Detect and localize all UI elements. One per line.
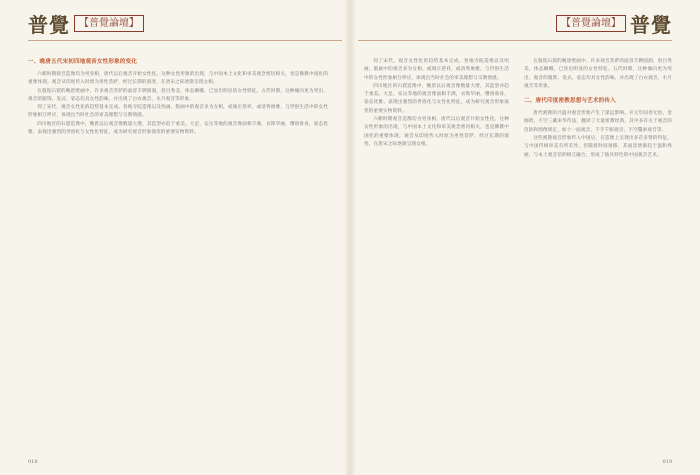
right-header [552,8,672,38]
right-column-2 [524,58,672,451]
column-tag: 【普覺論壇】 [556,15,626,32]
column-tag: 【普覺論壇】 [74,15,144,32]
page-number: 019 [662,459,672,465]
paragraph: 四川地区的石窟造像中，晚唐以后观音像数量大增，其造型亦趋于柔美。大足、安岳等地的观音像面相丰满，衣饰华丽，璎珞垂身，姿态优雅，表现出强烈的世俗化与女性化特征，成为研究观音形象演变的重要实物资料。 [28,121,328,136]
left-header [28,8,148,38]
right-page [352,0,700,475]
paragraph: 到了宋代，观音女性化的趋势基本完成。各地寺院造像以及绢画、版画中的观音多为女相，或端庄慈祥，或清秀俊雅，与世俗生活中的女性形象相互呼应，体现出当时社会的审美理想与宗教情感。 [364,59,509,81]
paragraph: 四川地区的石窟造像中，晚唐以后观音像数量大增，其造型亦趋于柔美。大足、安岳等地的观音像面相丰满，衣饰华丽，璎珞垂身，姿态优雅，表现出强烈的世俗化与女性化特征，成为研究观音形象演变的重要实物资料。 [364,83,509,114]
right-column-1 [364,58,509,451]
header-rule [358,40,672,41]
header-rule [28,40,342,41]
paragraph: 在敦煌石窟的晚唐壁画中，许多观音菩萨的面容丰腴圆润，眉目秀美，体态婀娜，已显出明显的女性特征。五代时期，这种倾向更为突出，观音的服饰、发式、姿态均具女性韵味，并出现了白衣观音、水月观音等形象。 [524,59,672,89]
section-title: 二、唐代印度密教思想与艺术的传入 [524,98,616,105]
left-page [0,0,348,475]
paragraph: 六朝时期观音造像均为男身相，唐代以后观音开始女性化。这种女性形象的出现，与中国本土文化和审美观念密切相关，也是佛教中国化的重要体现。观音从印度传入时原为男性菩萨，经过长期的演变，在唐宋之际逐渐呈现女相。 [28,72,328,86]
journal-logo: 普覺 [630,12,672,37]
paragraph: 这些密教观音形象传入中国后，在造像上呈现出多首多臂的特征，与中国传统审美有所差异，但随着时间推移，其面容逐渐趋于温和秀丽，与本土观音信仰相互融合，形成了独具特色的中国观音艺术。 [524,136,672,158]
paragraph: 唐代密教的兴盛对观音形象产生了深远影响。开元年间善无畏、金刚智、不空三藏来华传法，翻译了大量密教经典，其中多有关于观音的仪轨和图像规定，如十一面观音、千手千眼观音、不空羂索观音等。 [524,111,672,133]
paragraph: 六朝时期观音造像均为男身相，唐代以后观音开始女性化。这种女性形象的出现，与中国本土文化和审美观念密切相关，也是佛教中国化的重要体现。观音从印度传入时原为男性菩萨，经过长期的演变，在唐宋之际逐渐呈现女相。 [364,117,509,147]
page-number: 018 [28,459,38,465]
paragraph: 在敦煌石窟的晚唐壁画中，许多观音菩萨的面容丰腴圆润，眉目秀美，体态婀娜，已显出明显的女性特征。五代时期，这种倾向更为突出，观音的服饰、发式、姿态均具女性韵味，并出现了白衣观音、水月观音等形象。 [28,88,328,102]
left-column [28,58,328,451]
section-title: 一、晚唐五代宋初四地观音女性形象的变化 [28,59,138,65]
journal-logo: 普覺 [28,12,70,37]
paragraph: 到了宋代，观音女性化的趋势基本完成。各地寺院造像以及绢画、版画中的观音多为女相，或端庄慈祥，或清秀俊雅，与世俗生活中的女性形象相互呼应，体现出当时社会的审美理想与宗教情感。 [28,105,328,119]
